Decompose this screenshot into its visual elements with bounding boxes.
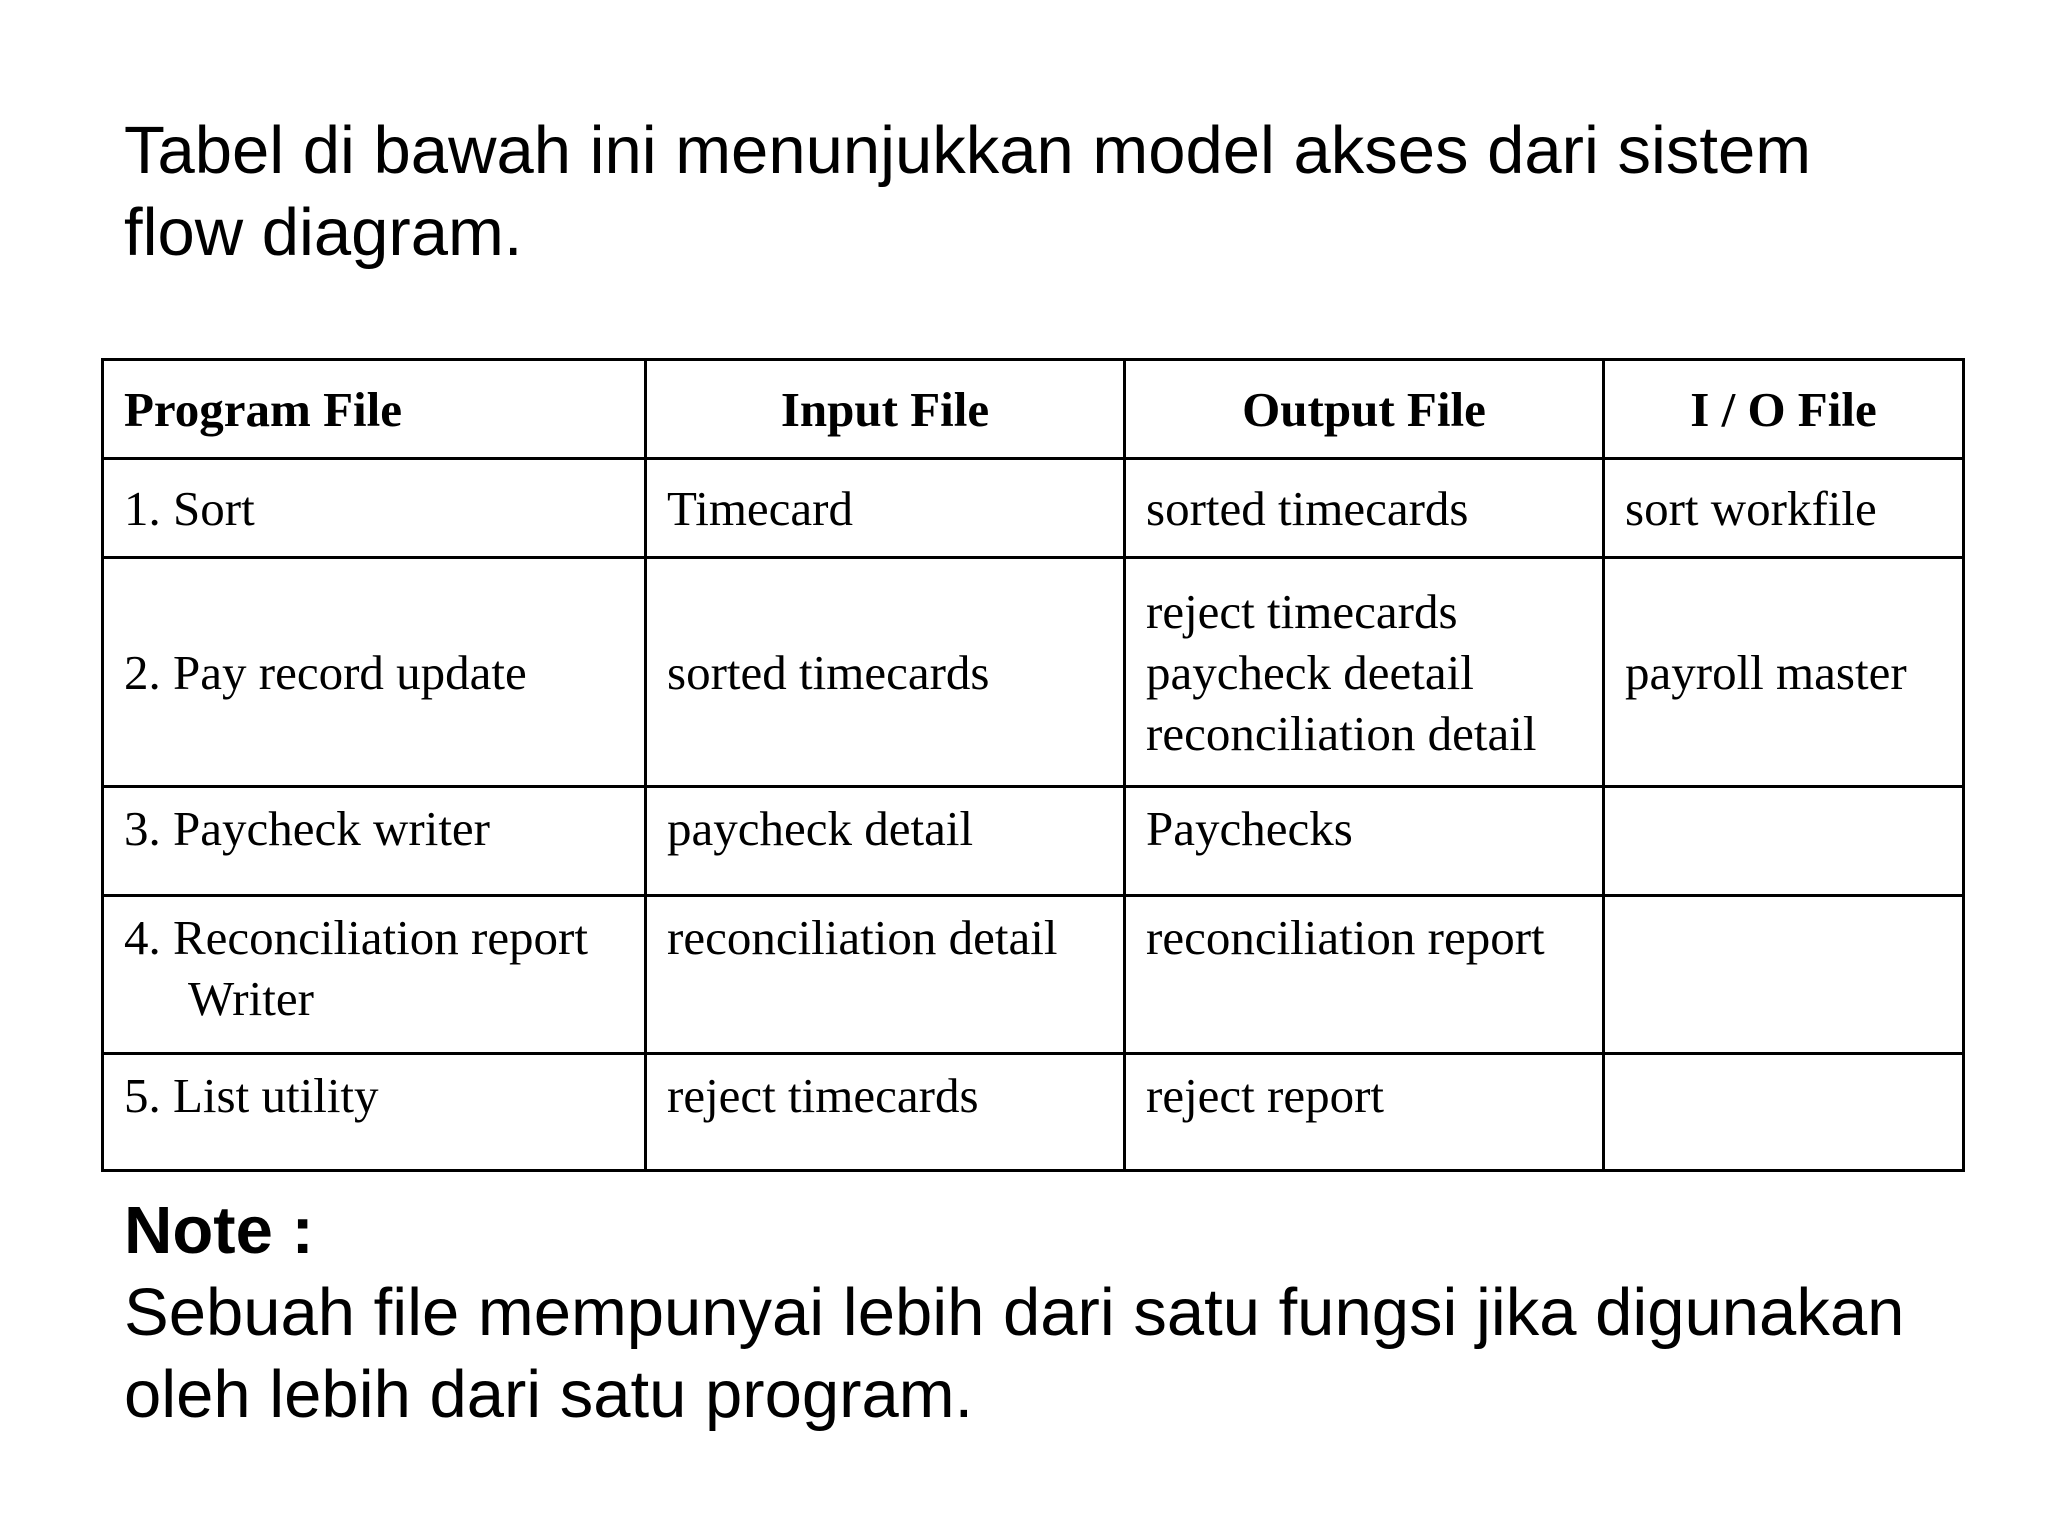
cell-text: reconciliation detail xyxy=(667,910,1058,965)
cell-text: sorted timecards xyxy=(1146,480,1469,536)
cell-io xyxy=(1604,896,1964,1054)
intro-paragraph: Tabel di bawah ini menunjukkan model akses dari sistem flow diagram. xyxy=(124,113,1812,270)
header-program-file: Program File xyxy=(103,360,646,459)
cell-output xyxy=(1125,896,1604,1054)
cell-text: reconciliation detail xyxy=(1146,705,1537,761)
cell-input xyxy=(646,558,1125,787)
table-header-row xyxy=(103,360,1964,459)
cell-program xyxy=(103,787,646,896)
table-row xyxy=(103,459,1964,558)
cell-text: Paychecks xyxy=(1146,801,1353,856)
cell-text: payroll master xyxy=(1625,644,1907,700)
header-io-file: I / O File xyxy=(1604,360,1964,459)
table-row xyxy=(103,558,1964,787)
cell-text: sort workfile xyxy=(1625,480,1877,536)
note-section xyxy=(124,1190,2004,1436)
cell-text: 4. Reconciliation report xyxy=(124,910,588,965)
header-output-file: Output File xyxy=(1125,360,1604,459)
cell-input xyxy=(646,896,1125,1054)
cell-program xyxy=(103,896,646,1054)
cell-text: reject timecards xyxy=(1146,583,1458,639)
table-row xyxy=(103,1054,1964,1171)
cell-program xyxy=(103,459,646,558)
cell-text: 2. Pay record update xyxy=(124,644,527,700)
cell-text: 5. List utility xyxy=(124,1068,379,1123)
cell-io xyxy=(1604,787,1964,896)
cell-text: reconciliation report xyxy=(1146,910,1545,965)
cell-text: paycheck detail xyxy=(667,801,974,856)
table-row xyxy=(103,787,1964,896)
file-access-table xyxy=(101,358,1965,1172)
cell-text: Writer xyxy=(188,971,314,1026)
cell-io xyxy=(1604,459,1964,558)
cell-io xyxy=(1604,1054,1964,1171)
cell-input xyxy=(646,459,1125,558)
note-text: Sebuah file mempunyai lebih dari satu fungsi jika digunakan oleh lebih dari satu program. xyxy=(124,1275,1905,1432)
note-heading: Note : xyxy=(124,1193,314,1268)
cell-text: reject report xyxy=(1146,1068,1385,1123)
cell-input xyxy=(646,787,1125,896)
cell-text: 3. Paycheck writer xyxy=(124,801,490,856)
cell-program xyxy=(103,1054,646,1171)
cell-text: sorted timecards xyxy=(667,644,990,700)
cell-output xyxy=(1125,459,1604,558)
cell-text: 1. Sort xyxy=(124,480,255,536)
cell-program xyxy=(103,558,646,787)
cell-input xyxy=(646,1054,1125,1171)
header-input-file: Input File xyxy=(646,360,1125,459)
cell-io xyxy=(1604,558,1964,787)
cell-text: Timecard xyxy=(667,480,853,536)
table-row xyxy=(103,896,1964,1054)
cell-output xyxy=(1125,787,1604,896)
cell-output xyxy=(1125,1054,1604,1171)
cell-text: reject timecards xyxy=(667,1068,979,1123)
cell-output xyxy=(1125,558,1604,787)
cell-text: paycheck deetail xyxy=(1146,644,1474,700)
